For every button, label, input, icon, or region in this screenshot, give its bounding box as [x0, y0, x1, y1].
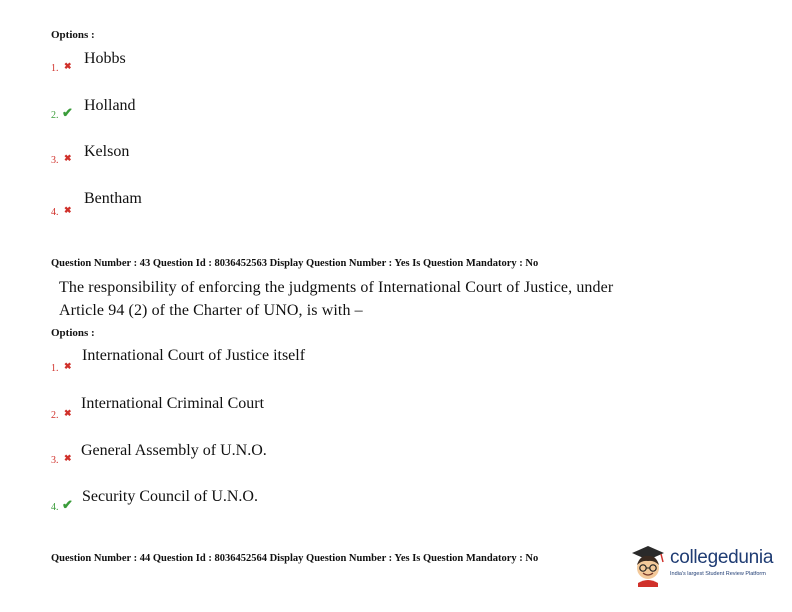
- option-text: Security Council of U.N.O.: [82, 488, 258, 505]
- option-number: 3.: [51, 155, 59, 166]
- mascot-icon: [628, 543, 668, 587]
- option-text: International Criminal Court: [81, 395, 265, 412]
- option-number: 1.: [51, 63, 59, 74]
- question-text-line: Article 94 (2) of the Charter of UNO, is with –: [59, 302, 363, 319]
- option-text: Kelson: [84, 143, 130, 160]
- x-icon: ✖: [64, 408, 72, 418]
- options-label: Options :: [51, 29, 95, 41]
- x-icon: ✖: [64, 453, 72, 463]
- brand-tagline: India's largest Student Review Platform: [670, 571, 766, 577]
- x-icon: ✖: [64, 61, 72, 71]
- x-icon: ✖: [64, 205, 72, 215]
- question-header: Question Number : 44 Question Id : 8036452564 Display Question Number : Yes Is Question Mandatory : No: [51, 553, 539, 564]
- option-text: General Assembly of U.N.O.: [81, 442, 267, 459]
- question-header: Question Number : 43 Question Id : 8036452563 Display Question Number : Yes Is Question Mandatory : No: [51, 258, 539, 269]
- option-text: Bentham: [84, 190, 142, 207]
- check-icon: ✔: [62, 105, 73, 120]
- option-number: 4.: [51, 207, 59, 218]
- x-icon: ✖: [64, 153, 72, 163]
- option-number: 2.: [51, 410, 59, 421]
- option-text: Hobbs: [84, 50, 126, 67]
- collegedunia-logo: [628, 543, 778, 587]
- question-text: [59, 276, 613, 322]
- question-text-line: The responsibility of enforcing the judgments of International Court of Justice, under: [59, 279, 614, 296]
- brand-name: collegedunia: [670, 547, 774, 568]
- option-number: 3.: [51, 455, 59, 466]
- options-label: Options :: [51, 327, 95, 339]
- x-icon: ✖: [64, 361, 72, 371]
- option-number: 2.: [51, 110, 59, 121]
- option-number: 1.: [51, 363, 59, 374]
- check-icon: ✔: [62, 497, 73, 512]
- option-text: Holland: [84, 97, 136, 114]
- option-text: International Court of Justice itself: [82, 347, 306, 364]
- option-number: 4.: [51, 502, 59, 513]
